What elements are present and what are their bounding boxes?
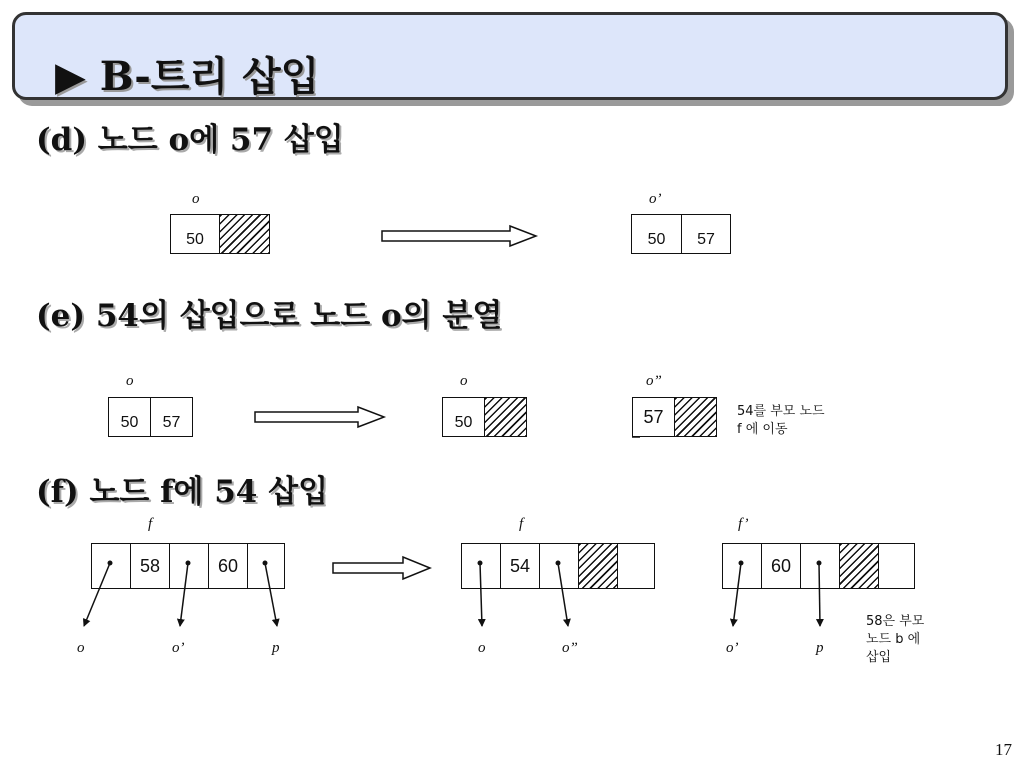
f-mid-child-label-2: o” [562,640,578,656]
d-left-empty-cell [219,214,270,254]
d-right-key-cell-2: 57 [681,214,731,254]
e-left-key-cell-2: 57 [150,397,193,437]
e-note-line-2: f 에 이동 [737,422,788,437]
e-mid-empty-cell [484,397,527,437]
e-right-key-cell: 57 [632,397,675,437]
f-right-node-label: f’ [738,516,749,532]
page-title: ▶ B-트리 삽입 [55,53,320,100]
f-right-child-label-1: o’ [726,640,739,656]
f-note-line-2: 노드 b 에 [866,632,921,647]
f-left-child-label-1: o [77,640,85,656]
f-mid-empty-pointer-cell [617,543,655,589]
e-left-node-label: o [126,373,134,389]
e-right-node-label: o” [646,373,662,389]
f-mid-empty-key-cell [578,543,618,589]
e-mid-key-cell: 50 [442,397,485,437]
d-left-node-label: o [192,191,200,207]
f-left-pointer-cell-1 [91,543,131,589]
d-right-node-label: o’ [649,191,662,207]
f-left-pointer-cell-3 [247,543,285,589]
title-bar [12,12,1008,100]
f-mid-pointer-cell-2 [539,543,579,589]
f-note [866,613,924,667]
d-transition-arrow [382,226,536,246]
f-left-key-cell-2: 60 [208,543,248,589]
f-mid-pointer-cell-1 [461,543,501,589]
f-left-child-label-3: p [272,640,280,656]
f-right-empty-key-cell [839,543,879,589]
e-note [737,403,825,439]
f-right-key-cell-1: 60 [761,543,801,589]
e-right-empty-cell [674,397,717,437]
d-right-key-cell-1: 50 [631,214,682,254]
f-left-pointer-cell-2 [169,543,209,589]
f-mid-child-label-1: o [478,640,486,656]
f-right-child-label-2: p [816,640,824,656]
f-left-node-label: f [148,516,153,532]
e-transition-arrow [255,407,384,427]
f-mid-key-cell-1: 54 [500,543,540,589]
d-left-key-cell: 50 [170,214,220,254]
e-left-key-cell-1: 50 [108,397,151,437]
section-d-heading: (d) 노드 o에 57 삽입 [36,122,344,158]
f-left-child-label-2: o’ [172,640,185,656]
section-e-heading: (e) 54의 삽입으로 노드 o의 분열 [36,298,503,334]
f-left-key-cell-1: 58 [130,543,170,589]
e-mid-node-label: o [460,373,468,389]
page-number: 17 [995,740,1012,759]
f-right-empty-pointer-cell [878,543,915,589]
f-note-line-1: 58은 부모 [866,614,925,629]
f-right-pointer-cell-1 [722,543,762,589]
f-transition-arrow [333,557,430,579]
f-mid-node-label: f [519,516,524,532]
section-f-heading: (f) 노드 f에 54 삽입 [36,474,329,510]
f-right-pointer-cell-2 [800,543,840,589]
e-note-line-1: 54를 부모 노드 [737,404,825,419]
f-note-line-3: 삽입 [866,650,892,665]
